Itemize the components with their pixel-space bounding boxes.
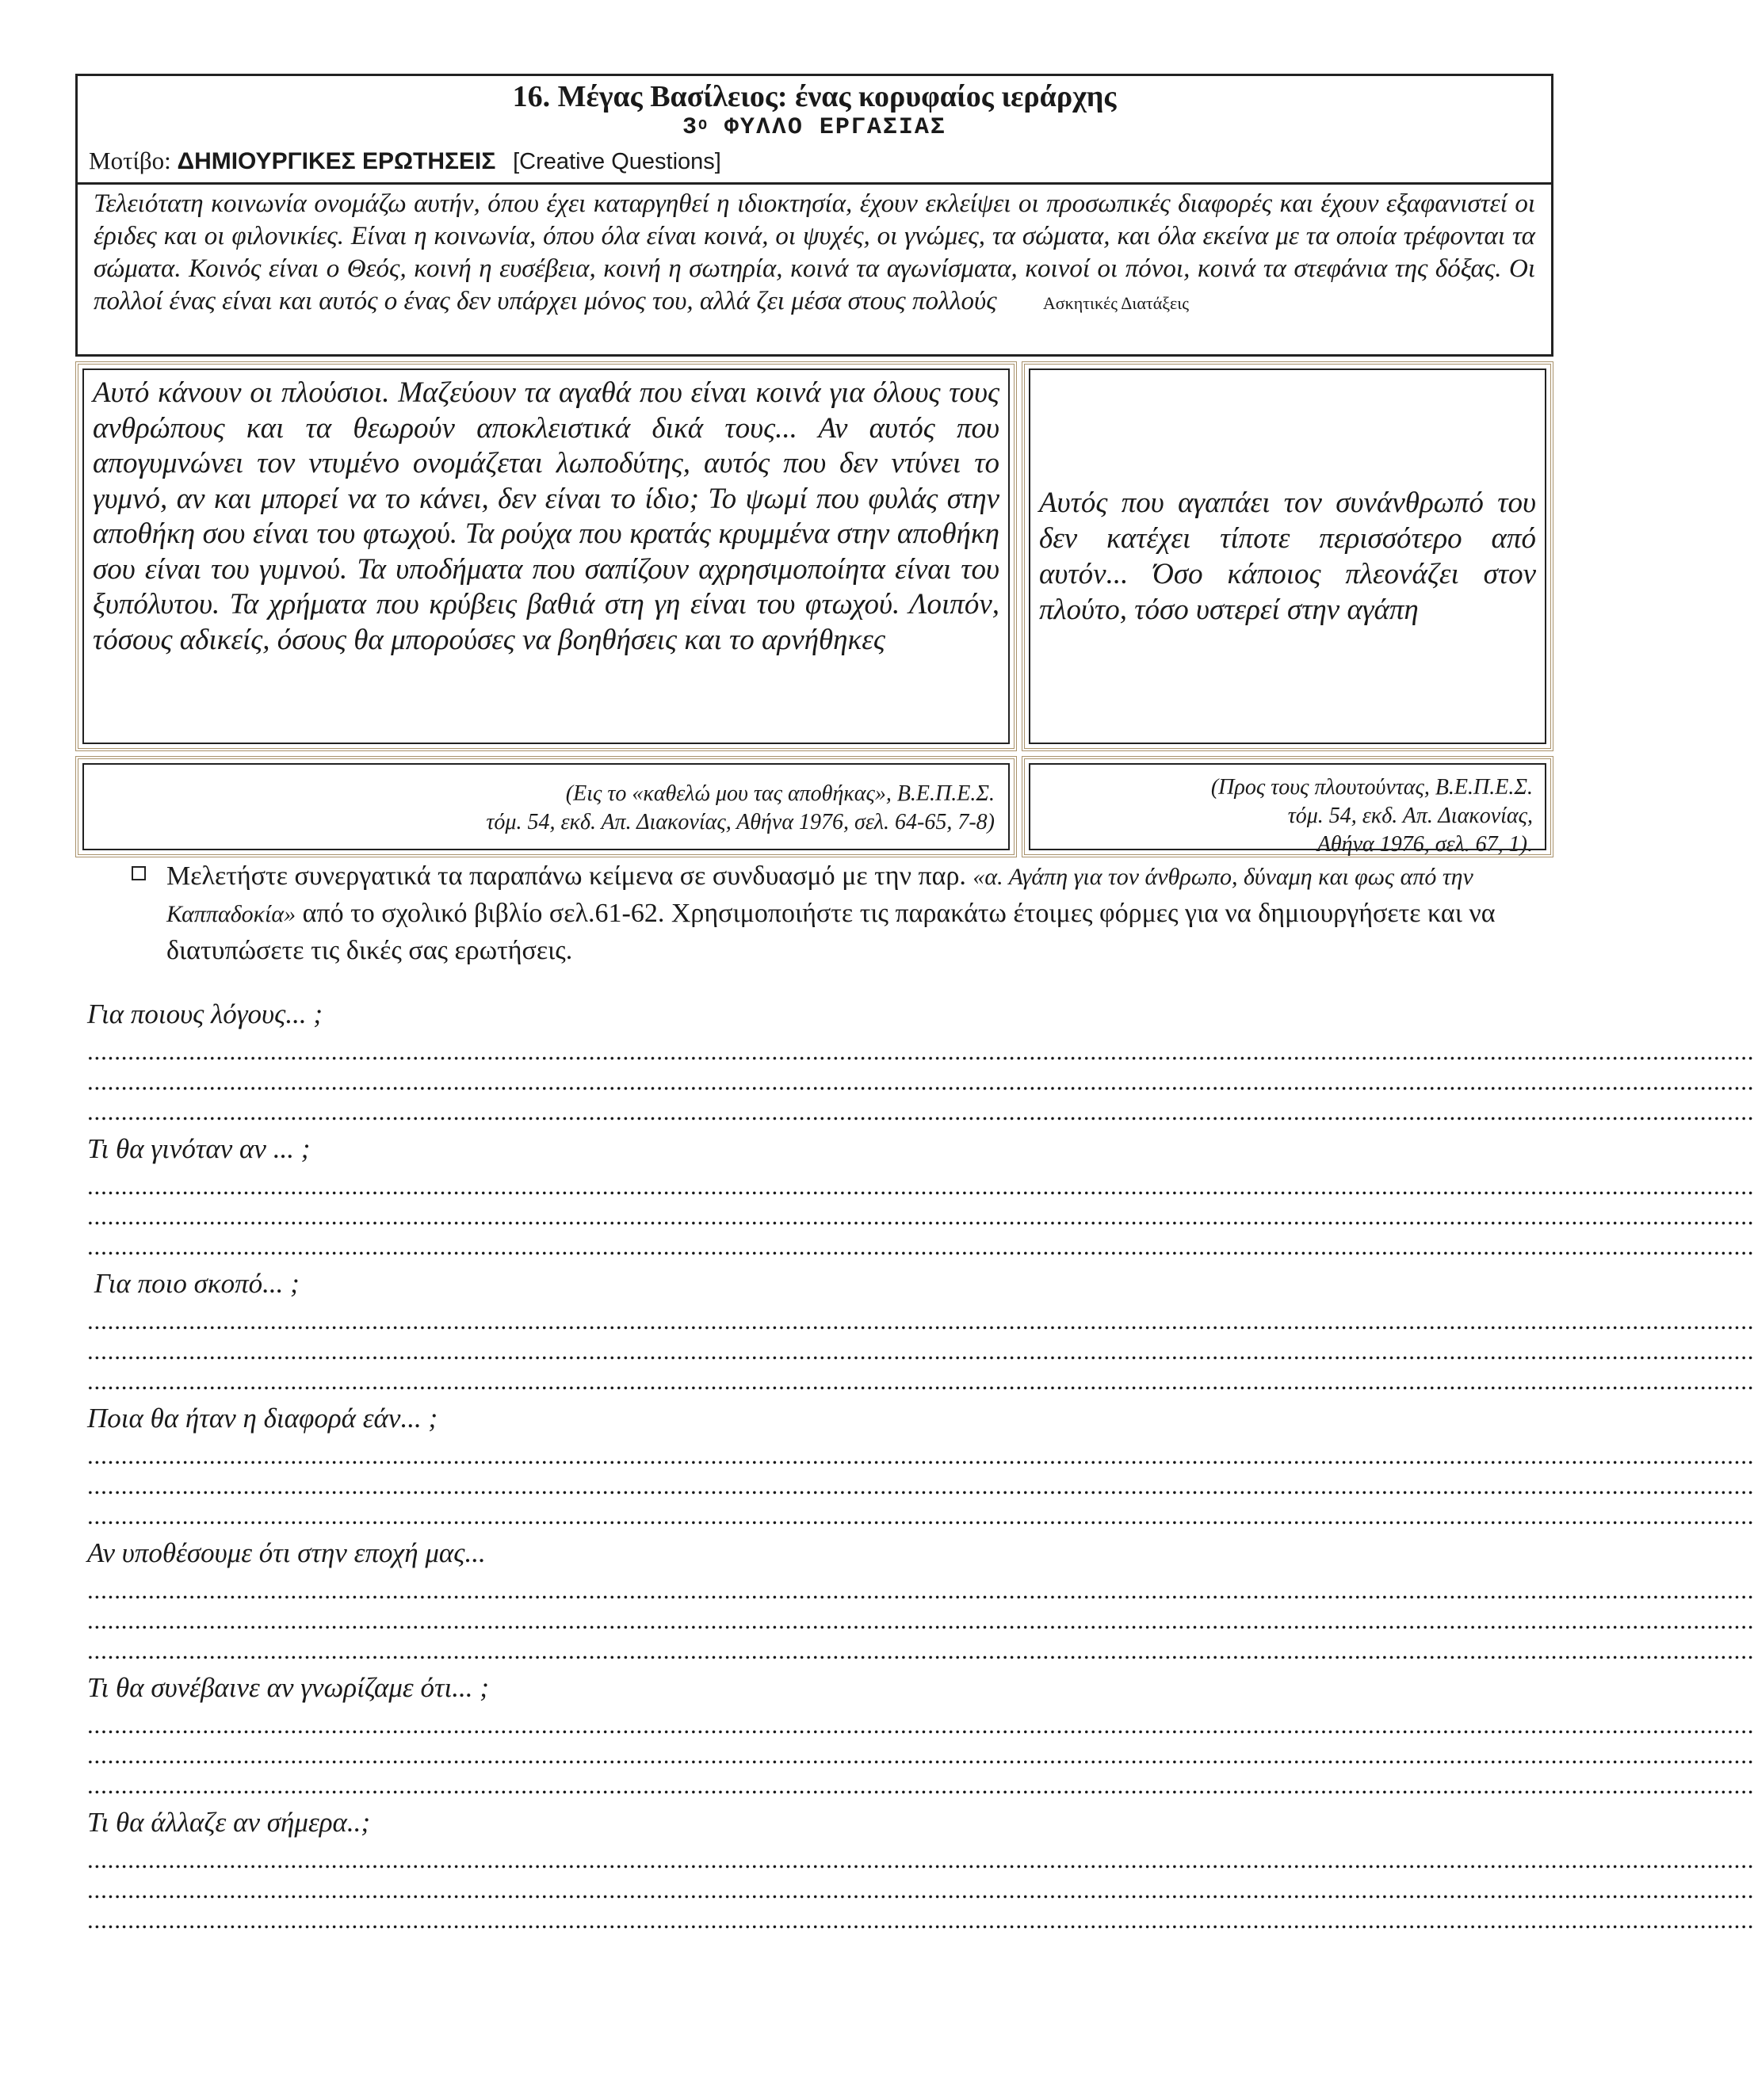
quote-box	[75, 182, 1553, 357]
answer-line[interactable]: ......................................................................................................................................................................................................................................................	[87, 1037, 1754, 1065]
sheet-subtitle	[89, 114, 1540, 141]
answer-line[interactable]: ......................................................................................................................................................................................................................................................	[87, 1636, 1754, 1664]
answer-line[interactable]: ......................................................................................................................................................................................................................................................	[87, 1876, 1754, 1903]
right-citation-line2: τόμ. 54, εκδ. Απ. Διακονίας,	[1287, 804, 1533, 828]
question-block	[87, 1396, 1754, 1531]
answer-line[interactable]: ......................................................................................................................................................................................................................................................	[87, 1098, 1754, 1125]
answer-line[interactable]: ......................................................................................................................................................................................................................................................	[87, 1846, 1754, 1873]
right-citation-line1: (Προς τους πλουτούντας, Β.Ε.Π.Ε.Σ.	[1210, 775, 1533, 800]
motif-label: Μοτίβο:	[89, 147, 171, 174]
question-prompt: Ποια θα ήταν η διαφορά εάν... ;	[87, 1403, 438, 1434]
checkbox-bullet-icon	[132, 866, 146, 880]
question-prompt: Τι θα συνέβαινε αν γνωρίζαμε ότι... ;	[87, 1672, 489, 1703]
question-block	[87, 1800, 1754, 1935]
answer-line[interactable]: ......................................................................................................................................................................................................................................................	[87, 1771, 1754, 1799]
sheet-label: ΦΥΛΛΟ ΕΡΓΑΣΙΑΣ	[724, 114, 946, 141]
left-citation-box	[75, 756, 1017, 857]
answer-line[interactable]: ......................................................................................................................................................................................................................................................	[87, 1606, 1754, 1634]
left-text: Αυτό κάνουν οι πλούσιοι. Μαζεύουν τα αγαθά που είναι κοινά για όλους τους ανθρώπους και τα θεωρούν αποκλειστικά δικά τους... Αν αυτός που απογυμνώνει τον ντυμένο ονομάζεται λωποδύτης, αυτός που δεν ντύνει το γυμνό, αν και μπορεί να το κάνει, δεν είναι το ίδιο; Το ψωμί που φυλάς στην αποθήκη σου είναι του φτωχού. Τα ρούχα που κρατάς κρυμμένα στην αποθήκη σου είναι του γυμνού. Τα υποδήματα που σαπίζουν αχρησιμοποίητα είναι του ξυπόλυτου. Τα χρήματα που κρύβεις βαθιά στη γη είναι του φτωχού. Λοιπόν, τόσους αδικείς, όσους θα μπορούσες να βοηθήσεις και το αρνήθηκες	[93, 376, 999, 656]
left-text-box	[75, 361, 1017, 751]
sheet-number: 3	[682, 114, 699, 141]
sheet-number-superscript: Ο	[698, 118, 709, 134]
quote-text: Τελειότατη κοινωνία ονομάζω αυτήν, όπου έχει καταργηθεί η ιδιοκτησία, έχουν εκλείψει οι προσωπικές διαφορές και έχουν εξαφανιστεί οι έριδες και οι φιλονικίες. Είναι η κοινωνία, όπου όλα είναι κοινά, οι ψυχές, οι γνώμες, τα σώματα, και όλα εκείνα με τα οποία τρέφονται τα σώματα. Κοινός είναι ο Θεός, κοινή η ευσέβεια, κοινή η σωτηρία, κοινά τα αγωνίσματα, κοινοί οι πόνοι, κοινά τα στεφάνια της δόξας. Οι πολλοί ένας είναι και αυτός ο ένας δεν υπάρχει μόνος του, αλλά ζει μέσα στους πολλούς	[94, 189, 1535, 315]
instruction	[166, 858, 1506, 969]
question-prompt: Τι θα άλλαζε αν σήμερα..;	[87, 1807, 371, 1838]
answer-line[interactable]: ......................................................................................................................................................................................................................................................	[87, 1741, 1754, 1769]
texts-row	[75, 361, 1553, 751]
answer-line[interactable]: ......................................................................................................................................................................................................................................................	[87, 1711, 1754, 1739]
left-citation-line2: τόμ. 54, εκδ. Απ. Διακονίας, Αθήνα 1976, σελ. 64-65, 7-8)	[486, 810, 995, 834]
instruction-italic: «α. Αγάπη για τον άνθρωπο, δύναμη και φως από την Καππαδοκία»	[166, 864, 1473, 927]
question-prompt: Τι θα γινόταν αν ... ;	[87, 1133, 311, 1164]
question-block	[87, 1262, 1754, 1396]
right-citation-line3: Αθήνα 1976, σελ. 67, 1).	[1316, 832, 1533, 857]
quote-source: Ασκητικές Διατάξεις	[1042, 293, 1189, 313]
answer-line[interactable]: ......................................................................................................................................................................................................................................................	[87, 1472, 1754, 1499]
answer-line[interactable]: ......................................................................................................................................................................................................................................................	[87, 1337, 1754, 1365]
motif-english: [Creative Questions]	[513, 149, 721, 174]
answer-line[interactable]: ......................................................................................................................................................................................................................................................	[87, 1367, 1754, 1395]
question-prompt: Για ποιο σκοπό... ;	[87, 1268, 300, 1299]
instruction-part1: Μελετήστε συνεργατικά τα παραπάνω κείμενα σε συνδυασμό με την παρ.	[166, 861, 966, 891]
motif-value: ΔΗΜΙΟΥΡΓΙΚΕΣ ΕΡΩΤΗΣΕΙΣ	[177, 148, 496, 174]
answer-line[interactable]: ......................................................................................................................................................................................................................................................	[87, 1502, 1754, 1529]
left-citation-line1: (Εις το «καθελώ μου τας αποθήκας», Β.Ε.Π.Ε.Σ.	[565, 781, 995, 806]
header-box	[75, 74, 1553, 182]
question-block	[87, 1531, 1754, 1666]
worksheet	[75, 74, 1553, 857]
question-prompt: Για ποιους λόγους... ;	[87, 998, 323, 1029]
question-block	[87, 1666, 1754, 1800]
answer-line[interactable]: ......................................................................................................................................................................................................................................................	[87, 1441, 1754, 1469]
instruction-part2: από το σχολικό βιβλίο σελ.61-62. Χρησιμοποιήστε τις παρακάτω έτοιμες φόρμες για να δημιουργήσετε και να διατυπώσετε τις δικές σας ερωτήσεις.	[166, 899, 1496, 965]
question-prompt: Αν υποθέσουμε ότι στην εποχή μας...	[87, 1537, 486, 1568]
right-text: Αυτός που αγαπάει τον συνάνθρωπό του δεν κατέχει τίποτε περισσότερο από αυτόν... Όσο κάποιος πλεονάζει στον πλούτο, τόσο υστερεί στην αγάπη	[1039, 487, 1536, 626]
answer-line[interactable]: ......................................................................................................................................................................................................................................................	[87, 1067, 1754, 1095]
right-text-box	[1022, 361, 1553, 751]
question-block	[87, 992, 1754, 1127]
answer-line[interactable]: ......................................................................................................................................................................................................................................................	[87, 1906, 1754, 1934]
answer-line[interactable]: ......................................................................................................................................................................................................................................................	[87, 1576, 1754, 1604]
citations-row	[75, 756, 1553, 857]
right-citation-box	[1022, 756, 1553, 857]
answer-line[interactable]: ......................................................................................................................................................................................................................................................	[87, 1307, 1754, 1334]
question-list	[87, 992, 1754, 1935]
question-block	[87, 1127, 1754, 1262]
motif-line	[89, 143, 1540, 180]
page-title: 16. Μέγας Βασίλειος: ένας κορυφαίος ιεράρχης	[512, 80, 1117, 113]
answer-line[interactable]: ......................................................................................................................................................................................................................................................	[87, 1172, 1754, 1200]
answer-line[interactable]: ......................................................................................................................................................................................................................................................	[87, 1232, 1754, 1260]
answer-line[interactable]: ......................................................................................................................................................................................................................................................	[87, 1202, 1754, 1230]
